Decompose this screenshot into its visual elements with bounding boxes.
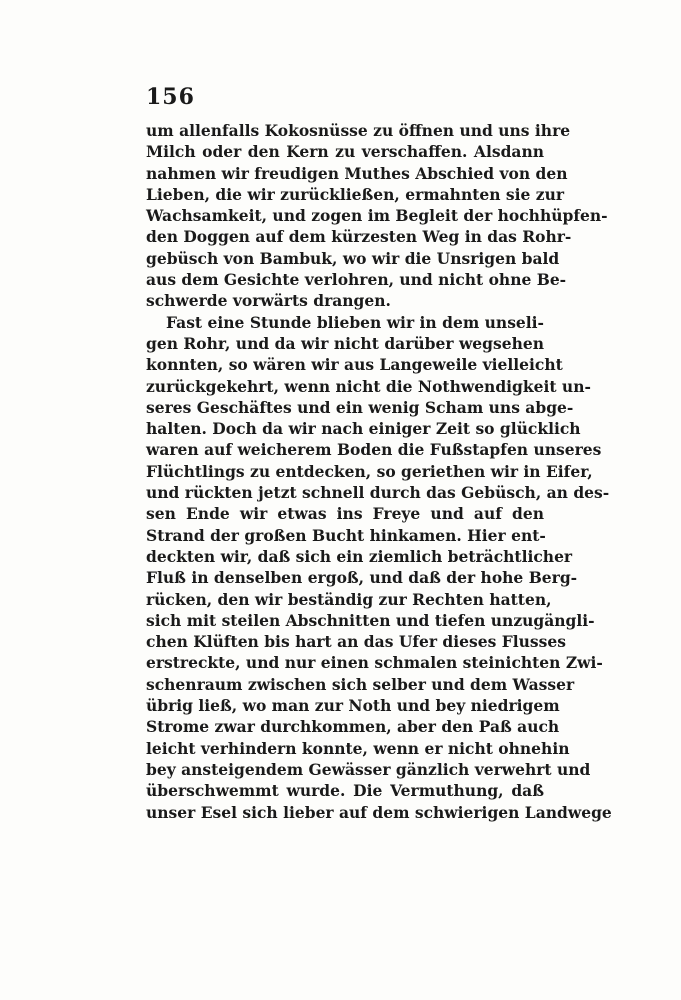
text-line: nahmen wir freudigen Muthes Abschied von den	[146, 163, 568, 183]
text-line: erstreckte, und nur einen schmalen steinichten Zwi-	[146, 653, 603, 673]
text-line: leicht verhindern konnte, wenn er nicht ohnehin	[146, 738, 570, 758]
text-line: Fluß in denselben ergoß, und daß der hohe Berg-	[146, 568, 578, 588]
text-line: gen Rohr, und da wir nicht darüber wegsehen	[146, 333, 544, 353]
text-line: unser Esel sich lieber auf dem schwierigen Landwege	[146, 802, 612, 822]
text-line: überschwemmt wurde. Die Vermuthung, daß	[146, 781, 544, 801]
text-line: Milch oder den Kern zu verschaffen. Alsdann	[146, 142, 544, 162]
page-number: 156	[146, 84, 195, 110]
text-line: Strome zwar durchkommen, aber den Paß auch	[146, 717, 560, 737]
text-line: Fast eine Stunde blieben wir in dem unseli-	[166, 312, 544, 332]
text-line: bey ansteigendem Gewässer gänzlich verwehrt und	[146, 759, 591, 779]
text-line: Wachsamkeit, und zogen im Begleit der hochhüpfen-	[146, 206, 608, 226]
text-line: sen Ende wir etwas ins Freye und auf den	[146, 504, 544, 524]
text-line: Flüchtlings zu entdecken, so geriethen wir in Eifer,	[146, 461, 593, 481]
text-line: konnten, so wären wir aus Langeweile vielleicht	[146, 355, 563, 375]
body-text	[146, 120, 612, 823]
text-line: Strand der großen Bucht hinkamen. Hier ent-	[146, 525, 546, 545]
text-line: gebüsch von Bambuk, wo wir die Unsrigen bald	[146, 248, 560, 268]
text-line: Lieben, die wir zurückließen, ermahnten sie zur	[146, 184, 565, 204]
text-line: waren auf weicherem Boden die Fußstapfen unseres	[146, 440, 602, 460]
text-line: rücken, den wir beständig zur Rechten hatten,	[146, 589, 552, 609]
text-line: zurückgekehrt, wenn nicht die Nothwendigkeit un-	[146, 376, 591, 396]
text-line: chen Klüften bis hart an das Ufer dieses Flusses	[146, 632, 566, 652]
text-line: schwerde vorwärts drangen.	[146, 291, 391, 311]
text-line: aus dem Gesichte verlohren, und nicht ohne Be-	[146, 270, 567, 290]
text-line: um allenfalls Kokosnüsse zu öffnen und uns ihre	[146, 121, 571, 140]
text-line: übrig ließ, wo man zur Noth und bey niedrigem	[146, 696, 560, 716]
text-line: schenraum zwischen sich selber und dem Wasser	[146, 674, 575, 694]
text-line: deckten wir, daß sich ein ziemlich beträchtlicher	[146, 546, 573, 566]
text-line: seres Geschäftes und ein wenig Scham uns abge-	[146, 397, 574, 417]
text-line: sich mit steilen Abschnitten und tiefen unzugängli-	[146, 610, 595, 630]
text-line: halten. Doch da wir nach einiger Zeit so glücklich	[146, 419, 581, 439]
text-line: und rückten jetzt schnell durch das Gebüsch, an des-	[146, 483, 610, 503]
text-line: den Doggen auf dem kürzesten Weg in das Rohr-	[146, 227, 572, 247]
